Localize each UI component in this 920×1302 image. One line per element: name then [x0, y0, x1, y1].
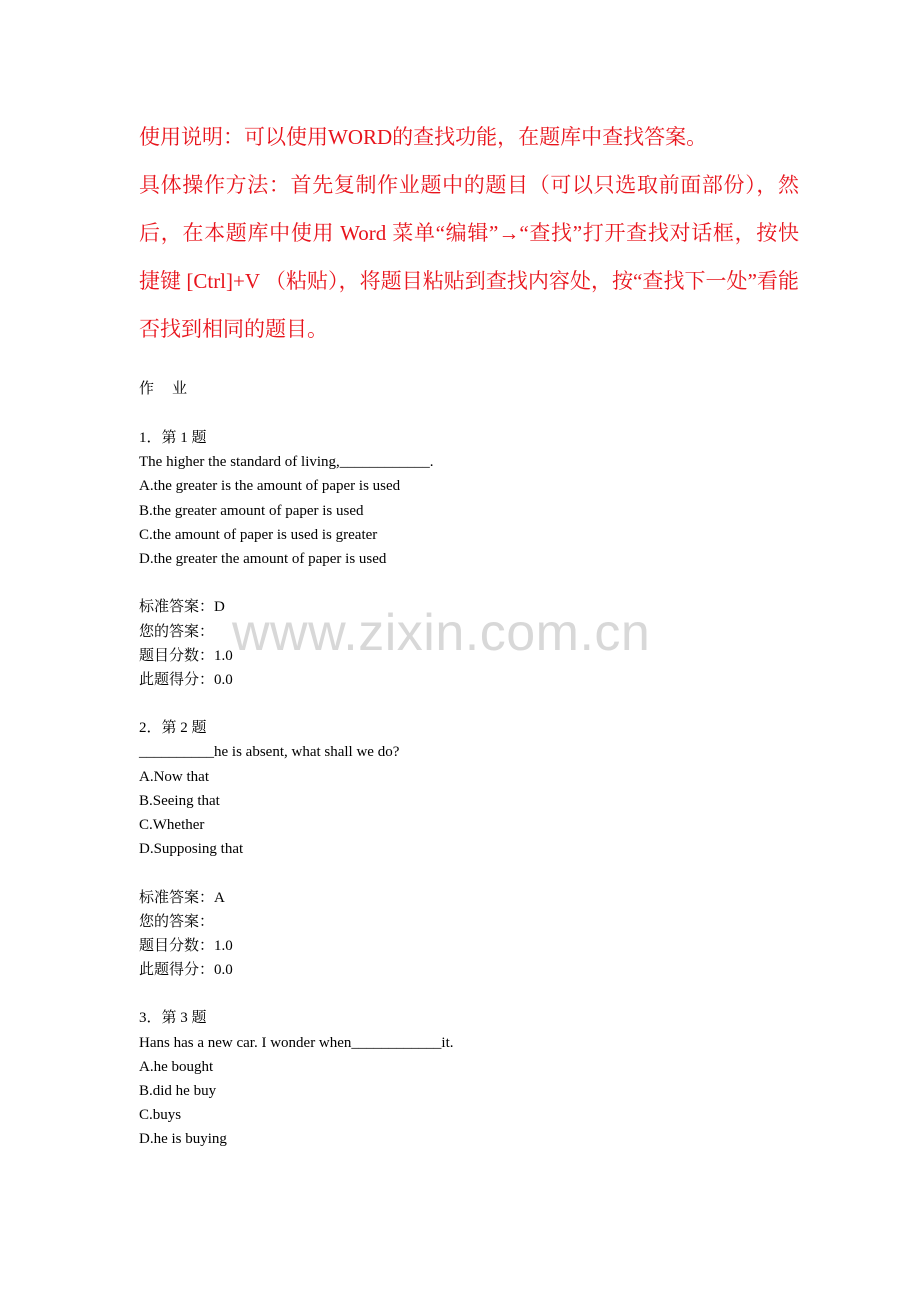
usage-instructions [139, 113, 799, 353]
obtained-score: 此题得分：0.0 [139, 672, 233, 689]
option-d: D.the greater the amount of paper is used [139, 551, 387, 568]
question-stem: __________he is absent, what shall we do? [139, 744, 400, 761]
instructions-line-1: 使用说明：可以使用WORD的查找功能，在题库中查找答案。 [139, 125, 708, 149]
question-1 [139, 426, 799, 692]
question-score: 题目分数：1.0 [139, 938, 233, 955]
standard-answer: 标准答案：D [139, 599, 225, 616]
question-2 [139, 716, 799, 982]
question-heading: 2．第 2 题 [139, 720, 207, 737]
question-stem: Hans has a new car. I wonder when____________it. [139, 1034, 454, 1051]
option-d: D.Supposing that [139, 841, 244, 858]
section-title-left: 作 [139, 381, 155, 397]
section-title [139, 378, 187, 400]
question-stem: The higher the standard of living,____________. [139, 454, 434, 471]
option-a: A.the greater is the amount of paper is used [139, 478, 401, 495]
option-b: B.did he buy [139, 1083, 217, 1100]
section-title-right: 业 [172, 381, 188, 397]
option-c: C.Whether [139, 817, 205, 834]
obtained-score: 此题得分：0.0 [139, 962, 233, 979]
question-heading: 3．第 3 题 [139, 1010, 207, 1027]
option-b: B.the greater amount of paper is used [139, 502, 364, 519]
option-a: A.Now that [139, 768, 209, 785]
watermark-text: www.zixin.com.cn [232, 604, 651, 662]
option-a: A.he bought [139, 1058, 214, 1075]
instructions-line-2: 具体操作方法：首先复制作业题中的题目（可以只选取前面部份），然后，在本题库中使用 Word 菜单“编辑”→“查找”打开查找对话框，按快捷键 [Ctrl]+V （粘贴），将题目粘贴到查找内容处，按“查找下一处”看能否找到相同的题目。 [139, 173, 799, 341]
option-b: B.Seeing that [139, 792, 220, 809]
your-answer: 您的答案： [139, 913, 215, 930]
question-heading: 1．第 1 题 [139, 430, 207, 446]
option-c: C.the amount of paper is used is greater [139, 526, 378, 543]
standard-answer: 标准答案：A [139, 889, 225, 906]
question-3 [139, 1006, 799, 1151]
option-d: D.he is buying [139, 1131, 227, 1148]
question-list [139, 426, 799, 1176]
option-c: C.buys [139, 1107, 182, 1124]
your-answer: 您的答案： [139, 623, 215, 640]
question-score: 题目分数：1.0 [139, 647, 233, 664]
